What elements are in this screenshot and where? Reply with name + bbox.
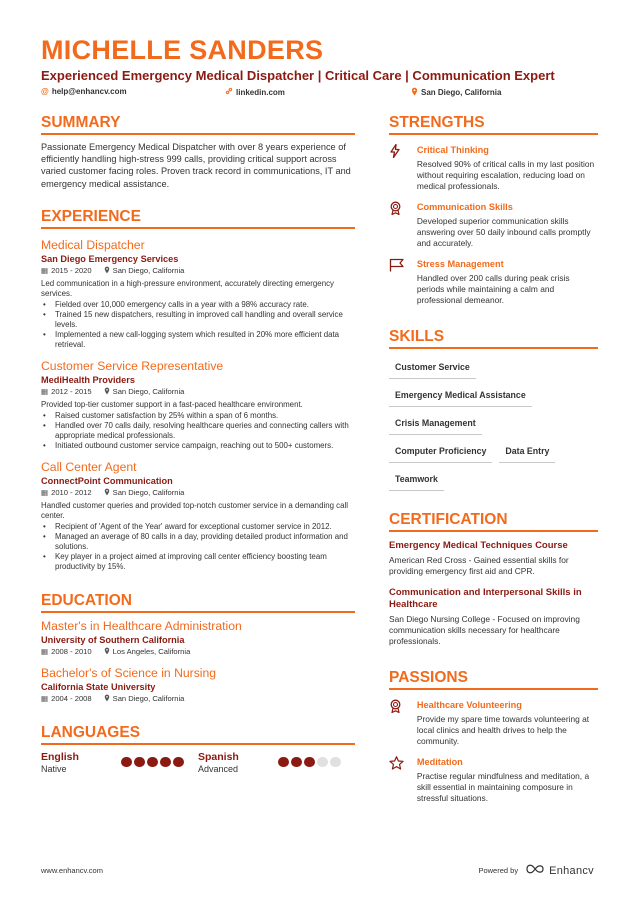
strength-item	[389, 144, 598, 192]
location-pin-icon	[104, 266, 110, 276]
job-meta	[41, 266, 355, 276]
strength-title: Communication Skills	[416, 202, 513, 212]
star-icon	[389, 756, 417, 804]
job-company: San Diego Emergency Services	[41, 253, 179, 264]
brand-name: Enhancv	[549, 864, 594, 877]
language-proficiency-dots	[121, 757, 186, 774]
strength-text: Handled over 200 calls during peak crisis periods while maintaining a calm and professional demeanor.	[416, 273, 570, 305]
school-name: California State University	[41, 681, 156, 692]
right-column	[389, 114, 598, 804]
proficiency-dot-filled	[134, 757, 145, 768]
job-bullets	[41, 300, 355, 350]
certification-title: Emergency Medical Techniques Course	[389, 540, 568, 551]
language-name: Spanish	[198, 750, 239, 763]
certification-item	[389, 540, 598, 577]
job-bullet: • Handled over 70 calls daily, resolving healthcare queries and connecting callers with appropriate medical professionals.	[41, 421, 355, 441]
passion-text: Provide my spare time towards volunteering at local clinics and health drives to help the community.	[416, 714, 590, 746]
education-location: Los Angeles, California	[112, 647, 191, 657]
skill-tag: Computer Proficiency	[389, 441, 492, 463]
proficiency-dot-filled	[121, 757, 132, 768]
certification-text: American Red Cross - Gained essential skills for providing emergency first aid and CPR.	[389, 555, 569, 576]
passion-title: Healthcare Volunteering	[416, 700, 522, 710]
proficiency-dot-filled	[304, 757, 315, 768]
location-pin-icon	[104, 647, 110, 657]
location-text: San Diego, California	[421, 88, 502, 97]
job-description: Provided top-tier customer support in a fast-paced healthcare environment.	[41, 399, 303, 409]
certification-heading: CERTIFICATION	[389, 511, 598, 532]
job-company: MediHealth Providers	[41, 374, 135, 385]
candidate-tagline: Experienced Emergency Medical Dispatcher | Critical Care | Communication Expert	[41, 68, 555, 83]
calendar-icon: ▦	[41, 647, 49, 657]
enhancv-logo[interactable]	[526, 863, 594, 878]
language-level: Native	[41, 763, 67, 774]
proficiency-dot-empty	[317, 757, 328, 768]
proficiency-dot-filled	[291, 757, 302, 768]
degree-title: Bachelor's of Science in Nursing	[41, 665, 217, 680]
award-icon	[389, 201, 417, 249]
job-bullets	[41, 522, 355, 572]
resume-header	[41, 34, 601, 101]
experience-heading: EXPERIENCE	[41, 208, 355, 229]
education-dates: 2008 - 2010	[51, 647, 92, 657]
skill-tag: Emergency Medical Assistance	[389, 385, 532, 407]
passion-text: Practise regular mindfulness and meditation, a skill essential in maintaining composure in stressful situations.	[416, 771, 590, 803]
education-dates: 2004 - 2008	[51, 694, 92, 704]
passion-title: Meditation	[416, 757, 463, 767]
job-title: Customer Service Representative	[41, 358, 224, 373]
contact-location	[411, 87, 501, 98]
strength-text: Resolved 90% of critical calls in my last position without requiring escalation, reducing load on medical professionals.	[416, 159, 595, 191]
footer-website[interactable]: www.enhancv.com	[41, 866, 103, 875]
job-bullet: • Trained 15 new dispatchers, resulting in improved call handling and overall service levels.	[41, 310, 355, 330]
contact-bar	[41, 87, 601, 101]
language-name: English	[41, 750, 79, 763]
job-bullet: • Implemented a new call-logging system which resulted in 20% more efficient data retrieval.	[41, 330, 355, 350]
job-dates: 2015 - 2020	[51, 266, 92, 276]
education-meta	[41, 647, 355, 657]
job-location: San Diego, California	[112, 488, 185, 498]
language-item	[41, 751, 198, 774]
calendar-icon: ▦	[41, 694, 49, 704]
experience-entry	[41, 238, 355, 350]
proficiency-dot-filled	[147, 757, 158, 768]
job-location: San Diego, California	[112, 266, 185, 276]
skill-tag: Teamwork	[389, 469, 444, 491]
contact-linkedin[interactable]	[225, 87, 285, 97]
strengths-heading: STRENGTHS	[389, 114, 598, 135]
location-pin-icon	[411, 87, 418, 98]
enhancv-logo-icon	[526, 863, 546, 878]
experience-entry	[41, 460, 355, 572]
proficiency-dot-filled	[173, 757, 184, 768]
strength-text: Developed superior communication skills answering over 50 daily inbound calls promptly and accurately.	[416, 216, 591, 248]
email-text: help@enhancv.com	[51, 87, 127, 96]
passion-item	[389, 699, 598, 747]
at-icon: @	[41, 87, 49, 96]
contact-email[interactable]	[41, 87, 127, 96]
job-description: Led communication in a high-pressure environment, accurately directing emergency services.	[41, 278, 334, 298]
job-bullet: • Managed an average of 80 calls in a day, providing detailed product information and solutions.	[41, 532, 355, 552]
calendar-icon: ▦	[41, 488, 49, 498]
footer-branding	[478, 863, 594, 878]
job-company: ConnectPoint Communication	[41, 475, 173, 486]
flag-icon	[389, 258, 417, 306]
job-bullet: • Recipient of 'Agent of the Year' award for exceptional customer service in 2012.	[41, 522, 355, 532]
strength-item	[389, 258, 598, 306]
location-pin-icon	[104, 694, 110, 704]
proficiency-dot-filled	[160, 757, 171, 768]
certification-item	[389, 587, 598, 647]
language-level: Advanced	[198, 763, 239, 774]
job-meta	[41, 387, 355, 397]
job-bullet: • Initiated outbound customer service campaign, reaching out to 500+ customers.	[41, 441, 355, 451]
job-location: San Diego, California	[112, 387, 185, 397]
certification-text: San Diego Nursing College - Focused on improving communication skills necessary for healthcare professionals.	[389, 614, 580, 646]
proficiency-dot-filled	[278, 757, 289, 768]
education-meta	[41, 694, 355, 704]
calendar-icon: ▦	[41, 387, 49, 397]
passion-item	[389, 756, 598, 804]
degree-title: Master's in Healthcare Administration	[41, 618, 242, 633]
award-icon	[389, 699, 417, 747]
summary-text: Passionate Emergency Medical Dispatcher with over 8 years experience of efficiently handling high-stress 999 calls, providing critical support across varied customer facing roles. Proven track record in communications, IT and emergency medical assistance.	[41, 142, 351, 189]
powered-by-text: Powered by	[478, 866, 519, 875]
skills-heading: SKILLS	[389, 328, 598, 349]
link-icon	[225, 87, 233, 97]
job-bullet: • Fielded over 10,000 emergency calls in a year with a 98% accuracy rate.	[41, 300, 355, 310]
languages-heading: LANGUAGES	[41, 724, 355, 745]
skill-tag: Crisis Management	[389, 413, 482, 435]
job-dates: 2010 - 2012	[51, 488, 92, 498]
candidate-name: MICHELLE SANDERS	[41, 35, 324, 65]
page-footer	[41, 866, 594, 878]
job-meta	[41, 488, 355, 498]
job-title: Call Center Agent	[41, 459, 137, 474]
strength-item	[389, 201, 598, 249]
languages-list	[41, 751, 355, 774]
job-description: Handled customer queries and provided top-notch customer service in a demanding call center.	[41, 500, 349, 520]
calendar-icon: ▦	[41, 266, 49, 276]
language-item	[198, 751, 355, 774]
location-pin-icon	[104, 488, 110, 498]
certification-title: Communication and Interpersonal Skills in Healthcare	[389, 587, 582, 610]
job-title: Medical Dispatcher	[41, 237, 145, 252]
job-bullets	[41, 411, 355, 451]
lightning-icon	[389, 144, 417, 192]
linkedin-text: linkedin.com	[236, 87, 285, 97]
skills-list	[389, 357, 598, 497]
education-entry	[41, 619, 355, 657]
summary-heading: SUMMARY	[41, 114, 355, 135]
language-proficiency-dots	[278, 757, 343, 774]
job-bullet: • Key player in a project aimed at improving call center efficiency boosting team productivity by 15%.	[41, 552, 355, 572]
education-location: San Diego, California	[112, 694, 185, 704]
strength-title: Stress Management	[416, 259, 504, 269]
education-heading: EDUCATION	[41, 592, 355, 613]
experience-entry	[41, 359, 355, 451]
skill-tag: Customer Service	[389, 357, 476, 379]
location-pin-icon	[104, 387, 110, 397]
education-entry	[41, 666, 355, 704]
job-bullet: • Raised customer satisfaction by 25% within a span of 6 months.	[41, 411, 355, 421]
skill-tag: Data Entry	[499, 441, 555, 463]
strength-title: Critical Thinking	[416, 145, 489, 155]
job-dates: 2012 - 2015	[51, 387, 92, 397]
left-column	[41, 114, 355, 774]
passions-heading: PASSIONS	[389, 669, 598, 690]
proficiency-dot-empty	[330, 757, 341, 768]
school-name: University of Southern California	[41, 634, 185, 645]
